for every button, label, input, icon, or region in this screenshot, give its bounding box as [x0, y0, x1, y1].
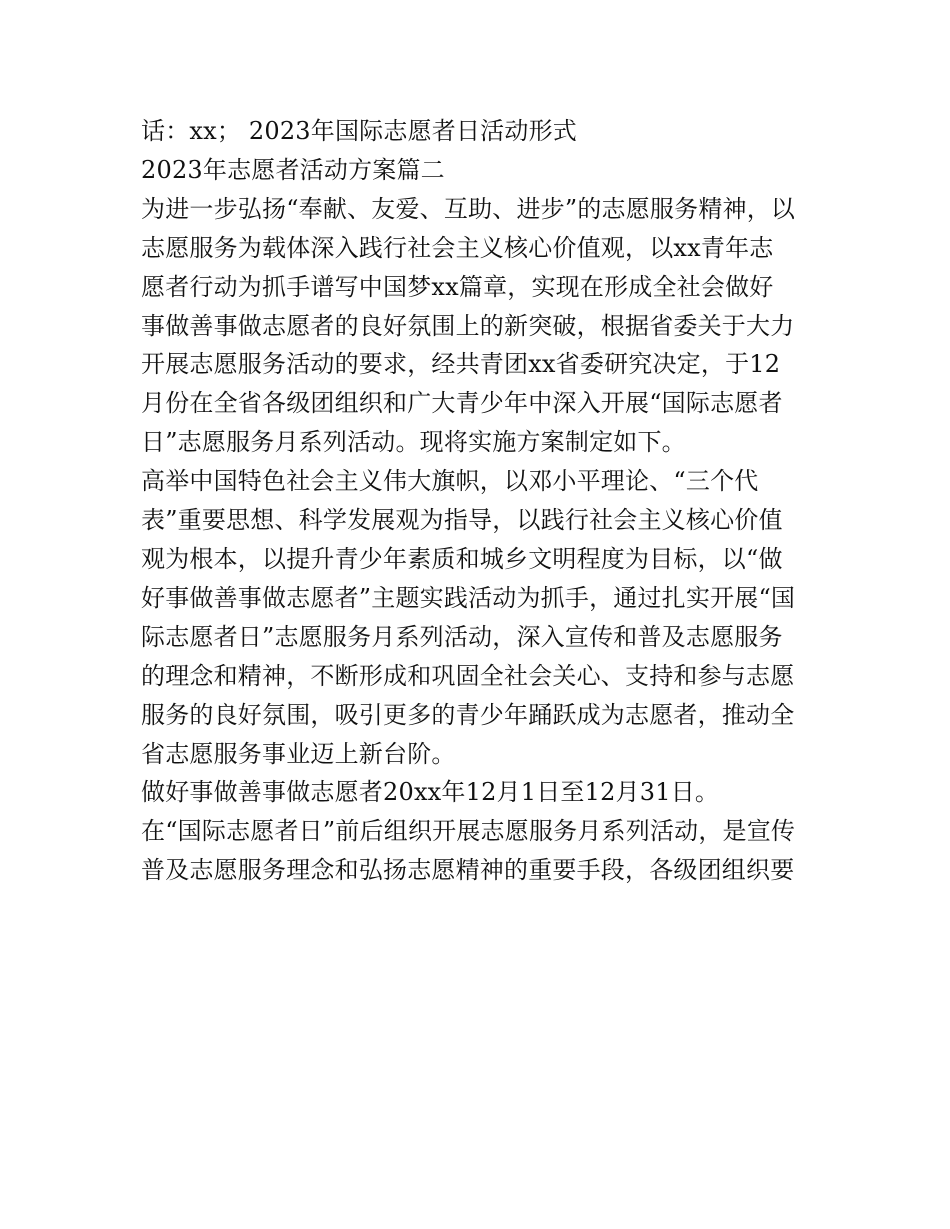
text-line: 做好事做善事做志愿者20xx年12月1日至12月31日。 [141, 778, 720, 807]
text-line: 志愿服务为载体深入践行社会主义核心价值观，以xx青年志 [141, 233, 774, 262]
text-line: 的理念和精神，不断形成和巩固全社会关心、支持和参与志愿 [141, 661, 795, 690]
text-line: 愿者行动为抓手谱写中国梦xx篇章，实现在形成全社会做好 [141, 272, 774, 301]
document-body [141, 112, 821, 890]
section-heading: 2023年志愿者活动方案篇二 [141, 155, 445, 184]
text-line: 表”重要思想、科学发展观为指导，以践行社会主义核心价值 [141, 506, 783, 535]
text-line: 月份在全省各级团组织和广大青少年中深入开展“国际志愿者 [141, 389, 783, 418]
text-line: 好事做善事做志愿者”主题实践活动为抓手，通过扎实开展“国 [141, 583, 796, 612]
text-line: 事做善事做志愿者的良好氛围上的新突破，根据省委关于大力 [141, 311, 795, 340]
text-line: 际志愿者日”志愿服务月系列活动，深入宣传和普及志愿服务 [141, 622, 783, 651]
text-line: 观为根本，以提升青少年素质和城乡文明程度为目标，以“做 [141, 544, 783, 573]
text-line: 高举中国特色社会主义伟大旗帜，以邓小平理论、“三个代 [141, 467, 759, 496]
text-line: 省志愿服务事业迈上新台阶。 [141, 739, 456, 768]
text-line: 日”志愿服务月系列活动。现将实施方案制定如下。 [141, 428, 686, 457]
text-line: 为进一步弘扬“奉献、友爱、互助、进步”的志愿服务精神，以 [141, 194, 796, 223]
text-line: 话：xx； 2023年国际志愿者日活动形式 [141, 117, 577, 145]
text-line: 开展志愿服务活动的要求，经共青团xx省委研究决定，于12 [141, 350, 781, 379]
text-line: 在“国际志愿者日”前后组织开展志愿服务月系列活动，是宣传 [141, 817, 796, 846]
text-line: 普及志愿服务理念和弘扬志愿精神的重要手段，各级团组织要 [141, 856, 795, 885]
text-line: 服务的良好氛围，吸引更多的青少年踊跃成为志愿者，推动全 [141, 700, 795, 729]
